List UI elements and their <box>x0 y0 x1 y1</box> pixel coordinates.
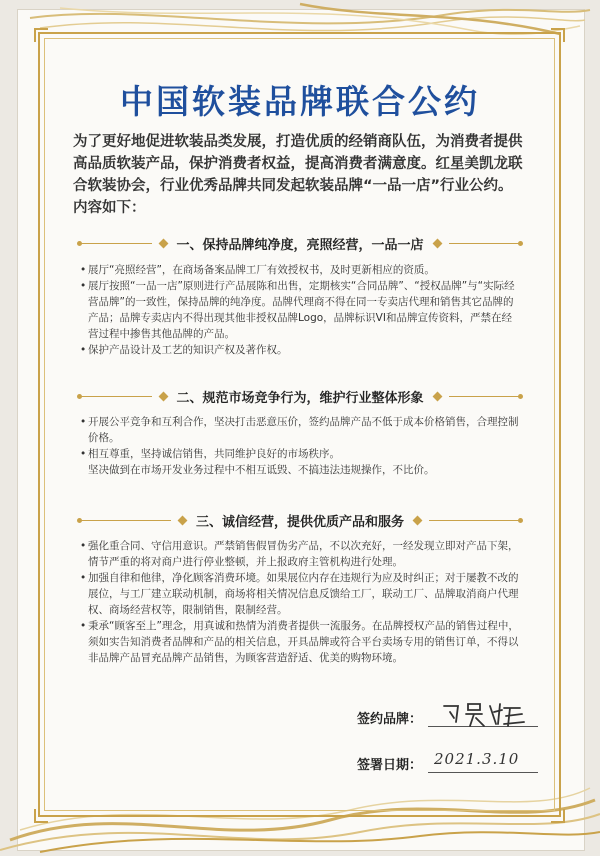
list-item <box>80 462 520 478</box>
heading-divider-left <box>80 520 171 521</box>
list-item-text: 开展公平竞争和互利合作，坚决打击恶意压价，签约品牌产品不低于成本价格销售，合理控制价格。 <box>88 416 519 444</box>
diamond-icon <box>178 515 188 525</box>
section-title: 二、规范市场竞争行为，维护行业整体形象 <box>176 390 424 406</box>
list-item <box>80 446 520 462</box>
border-corner-ornament <box>551 28 565 42</box>
signature-brand-row <box>0 700 600 730</box>
signature-date-label: 签署日期： <box>357 758 423 773</box>
list-item <box>80 618 520 666</box>
section-title: 一、保持品牌纯净度，亮照经营，一品一店 <box>176 237 424 253</box>
list-item-text: 坚决做到在市场开发业务过程中不相互诋毁、不搞违法违规操作，不比价。 <box>88 464 435 476</box>
list-item <box>80 278 520 342</box>
signature-underline <box>428 772 538 773</box>
section-2-list <box>80 414 520 478</box>
section-title: 三、诚信经营，提供优质产品和服务 <box>196 514 405 530</box>
bullet-icon: • <box>80 448 87 460</box>
border-corner-ornament <box>551 809 565 823</box>
list-item <box>80 262 520 278</box>
bullet-icon: • <box>80 344 87 356</box>
bullet-icon: • <box>80 416 87 428</box>
list-item-text: 强化重合同、守信用意识。严禁销售假冒伪劣产品，不以次充好，一经发现立即对产品下架，情节严重的将对商户进行停业整顿，并上报政府主管机构进行处理。 <box>88 540 519 568</box>
diamond-icon <box>158 391 168 401</box>
heading-divider-right <box>449 243 521 244</box>
list-item <box>80 342 520 358</box>
diamond-icon <box>432 391 442 401</box>
diamond-icon <box>432 238 442 248</box>
signature-date-value: 2021.3.10 <box>434 750 520 768</box>
heading-divider-left <box>80 396 152 397</box>
section-1-list <box>80 262 520 358</box>
bullet-icon: • <box>80 280 87 292</box>
list-item-text: 展厅按照“一品一店”原则进行产品展陈和出售，定期核实“合同品牌”、“授权品牌”与“实际经营品牌”的一致性，保持品牌的纯净度。品牌代理商不得在同一专卖店代理和销售其它品牌的产品；品牌专卖店内不得出现其他非授权品牌Logo，品牌标识VI和品牌宣传资料，严禁在经营过程中掺售其他品牌的产品。 <box>88 280 515 340</box>
list-item-text: 展厅“亮照经营”，在商场备案品牌工厂有效授权书，及时更新相应的资质。 <box>88 264 435 276</box>
heading-divider-right <box>449 396 521 397</box>
border-corner-ornament <box>34 809 48 823</box>
bullet-icon: • <box>80 264 87 276</box>
diamond-icon <box>158 238 168 248</box>
list-item-text: 加强自律和他律，净化顾客消费环境。如果展位内存在违规行为应及时纠正；对于屡教不改的展位，与工厂建立联动机制，商场将相关情况信息反馈给工厂，联动工厂、品牌取消商户代理权、商场经营权等，限制销售，限制经营。 <box>88 572 519 616</box>
section-3-list <box>80 538 520 666</box>
list-item-text: 秉承“顾客至上”理念，用真诚和热情为消费者提供一流服务。在品牌授权产品的销售过程中，须如实告知消费者品牌和产品的相关信息，开具品牌或符合平台卖场专用的销售订单，不得以非品牌产品冒充品牌产品销售，为顾客营造舒适、优美的购物环境。 <box>88 620 519 664</box>
intro-paragraph: 为了更好地促进软装品类发展，打造优质的经销商队伍，为消费者提供高品质软装产品，保护消费者权益，提高消费者满意度。红星美凯龙联合软装协会，行业优秀品牌共同发起软装品牌“一品一店”行业公约。内容如下： <box>73 134 523 216</box>
section-heading-2 <box>80 386 520 406</box>
section-heading-3 <box>80 510 520 530</box>
signature-date-row <box>0 744 600 774</box>
list-item-text: 保护产品设计及工艺的知识产权及著作权。 <box>88 344 288 356</box>
heading-divider-left <box>80 243 152 244</box>
border-corner-ornament <box>34 28 48 42</box>
list-item <box>80 414 520 446</box>
bullet-icon: • <box>80 540 87 552</box>
signature-brand-label: 签约品牌： <box>357 712 423 727</box>
handwritten-signature <box>440 700 526 730</box>
heading-divider-right <box>429 520 520 521</box>
bullet-icon: • <box>80 572 87 584</box>
bullet-icon: • <box>80 620 87 632</box>
list-item-text: 相互尊重，坚持诚信销售，共同维护良好的市场秩序。 <box>88 448 340 460</box>
list-item <box>80 538 520 570</box>
diamond-icon <box>413 515 423 525</box>
list-item <box>80 570 520 618</box>
document-title: 中国软装品牌联合公约 <box>120 82 480 121</box>
section-heading-1 <box>80 233 520 253</box>
